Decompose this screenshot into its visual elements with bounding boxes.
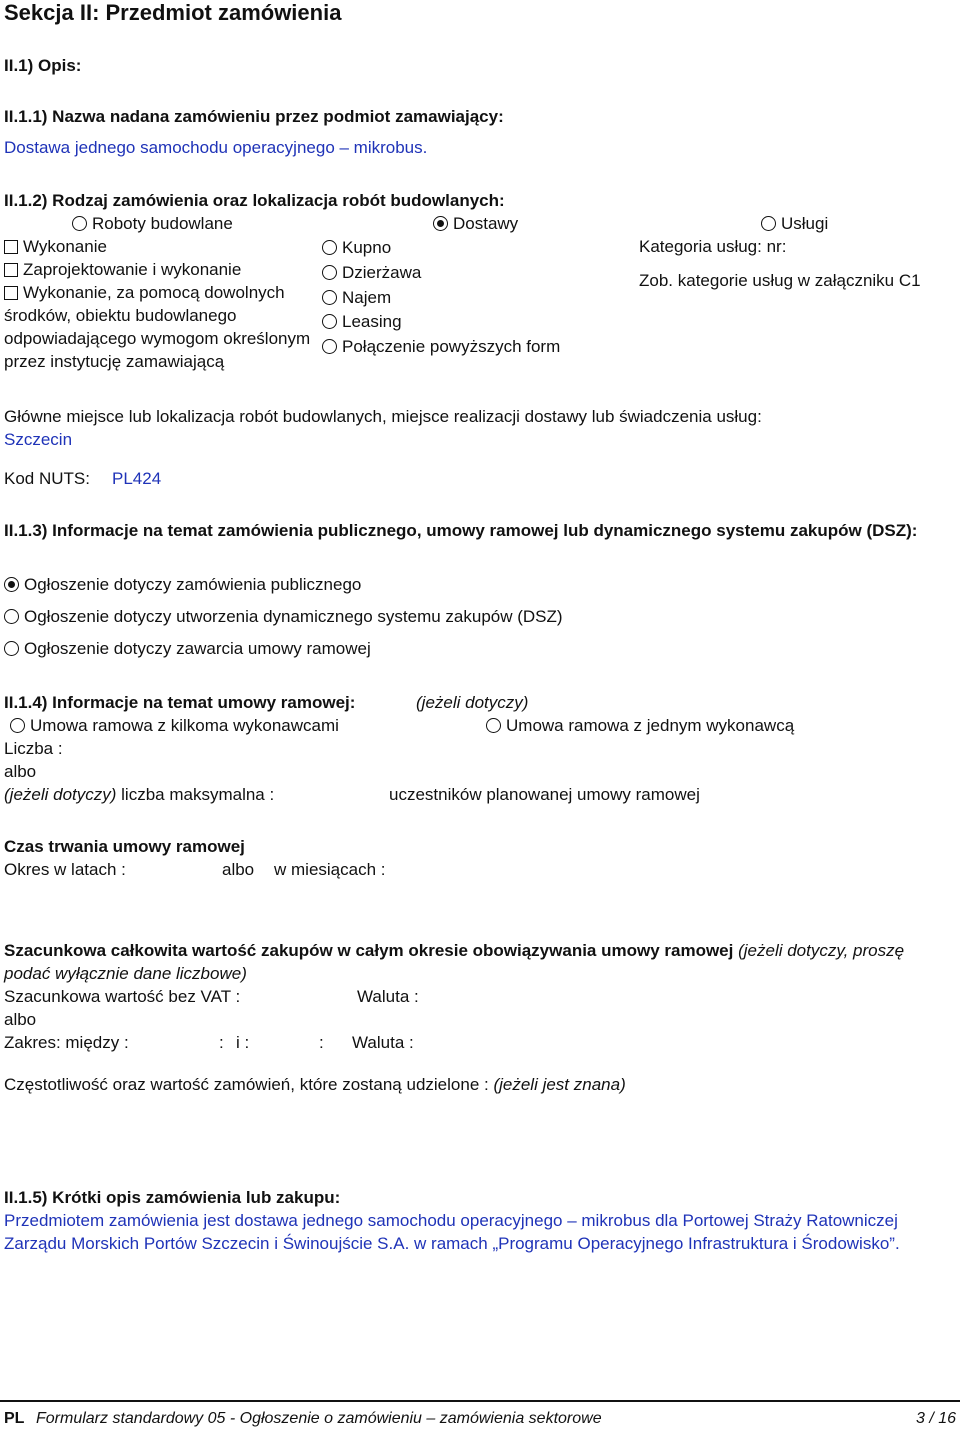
supply-option-rental[interactable]: Najem (322, 286, 391, 309)
heading-ii13: II.1.3) Informacje na temat zamówienia publicznego, umowy ramowej lub dynamicznego systemu zakupów (DSZ): (4, 521, 918, 540)
frequency-note: (jeżeli jest znana) (493, 1075, 626, 1094)
or-label-3: albo (4, 1010, 37, 1029)
footer-page-number: 3 / 16 (915, 1410, 956, 1427)
radio-selected-icon (433, 216, 448, 231)
radio-icon (761, 216, 776, 231)
range-and-label: i : (236, 1033, 250, 1052)
range-colon-2: : (319, 1033, 324, 1052)
notice-option-dps[interactable]: Ogłoszenie dotyczy utworzenia dynamicznego systemu zakupów (DSZ) (4, 605, 563, 628)
or-label-2: albo (222, 860, 255, 879)
radio-icon (322, 339, 337, 354)
works-option-any-means[interactable]: Wykonanie, za pomocą dowolnych środków, obiektu budowlanego odpowiadającego wymogom określonym przez instytucję zamawiającą (4, 283, 311, 371)
currency-label: Waluta : (357, 987, 419, 1006)
works-option-execution[interactable]: Wykonanie (4, 235, 107, 258)
nuts-label: Kod NUTS: (4, 469, 90, 488)
max-participants-row (4, 783, 274, 806)
currency-label-2: Waluta : (352, 1033, 414, 1052)
value-heading: Szacunkowa całkowita wartość zakupów w całym okresie obowiązywania umowy ramowej (4, 941, 734, 960)
radio-icon (322, 240, 337, 255)
notice-option-public-contract[interactable]: Ogłoszenie dotyczy zamówienia publicznego (4, 573, 361, 596)
range-label: Zakres: między : (4, 1033, 129, 1052)
radio-icon (4, 609, 19, 624)
nuts-code: PL424 (112, 469, 162, 488)
services-category: Kategoria usług: nr: (639, 237, 787, 256)
checkbox-icon (4, 286, 18, 300)
months-label: w miesiącach : (274, 860, 386, 879)
frequency-row (4, 1073, 626, 1096)
participants-label: uczestników planowanej umowy ramowej (389, 785, 700, 804)
supply-option-purchase[interactable]: Kupno (322, 236, 391, 259)
radio-icon (4, 641, 19, 656)
location-label: Główne miejsce lub lokalizacja robót budowlanych, miejsce realizacji dostawy lub świadczenia usług: (4, 407, 762, 426)
range-colon: : (219, 1033, 224, 1052)
checkbox-icon (4, 263, 18, 277)
works-option-design-execution[interactable]: Zaprojektowanie i wykonanie (4, 258, 241, 281)
footer-divider (0, 1400, 960, 1402)
radio-icon (72, 216, 87, 231)
frequency-label: Częstotliwość oraz wartość zamówień, które zostaną udzielone : (4, 1075, 489, 1094)
type-supplies[interactable]: Dostawy (433, 212, 518, 235)
services-note: Zob. kategorie usług w załączniku C1 (639, 271, 921, 290)
heading-ii15: II.1.5) Krótki opis zamówienia lub zakupu: (4, 1188, 341, 1207)
footer-form-name: Formularz standardowy 05 - Ogłoszenie o zamówieniu – zamówienia sektorowe (36, 1410, 602, 1427)
heading-ii11: II.1.1) Nazwa nadana zamówieniu przez podmiot zamawiający: (4, 107, 504, 126)
short-description: Przedmiotem zamówienia jest dostawa jednego samochodu operacyjnego – mikrobus dla Portowej Straży Ratowniczej Zarządu Morskich Portów Szczecin i Świnoujście S.A. w ramach „Programu Operacyjnego Infrastruktura i Środowisko”. (4, 1211, 900, 1253)
supply-option-combination[interactable]: Połączenie powyższych form (322, 335, 560, 358)
framework-option-one[interactable]: Umowa ramowa z jednym wykonawcą (486, 714, 794, 737)
supply-option-leasing[interactable]: Leasing (322, 310, 402, 333)
type-works[interactable]: Roboty budowlane (72, 212, 233, 235)
value-heading-block (4, 939, 924, 985)
radio-icon (322, 314, 337, 329)
estimated-value-label: Szacunkowa wartość bez VAT : (4, 987, 241, 1006)
radio-icon (322, 265, 337, 280)
type-services[interactable]: Usługi (761, 212, 828, 235)
heading-ii14-note: (jeżeli dotyczy) (416, 693, 529, 712)
framework-option-many[interactable]: Umowa ramowa z kilkoma wykonawcami (10, 714, 339, 737)
radio-selected-icon (4, 577, 19, 592)
radio-icon (486, 718, 501, 733)
supply-option-lease[interactable]: Dzierżawa (322, 261, 421, 284)
max-note: (jeżeli dotyczy) (4, 785, 117, 804)
duration-heading: Czas trwania umowy ramowej (4, 837, 245, 856)
contract-name: Dostawa jednego samochodu operacyjnego – mikrobus. (4, 138, 428, 157)
value-note: (jeżeli dotyczy, proszę podać wyłącznie dane liczbowe) (4, 941, 905, 983)
section-title: Sekcja II: Przedmiot zamówienia (4, 0, 342, 25)
location-value: Szczecin (4, 430, 73, 449)
footer-lang: PL (4, 1410, 25, 1427)
heading-ii12: II.1.2) Rodzaj zamówienia oraz lokalizacja robót budowlanych: (4, 191, 505, 210)
count-label: Liczba : (4, 739, 63, 758)
years-label: Okres w latach : (4, 860, 126, 879)
radio-icon (322, 290, 337, 305)
checkbox-icon (4, 240, 18, 254)
notice-option-framework[interactable]: Ogłoszenie dotyczy zawarcia umowy ramowej (4, 637, 371, 660)
or-label: albo (4, 762, 37, 781)
heading-ii14: II.1.4) Informacje na temat umowy ramowej: (4, 693, 356, 712)
max-label: liczba maksymalna : (121, 785, 275, 804)
radio-icon (10, 718, 25, 733)
heading-ii1: II.1) Opis: (4, 56, 82, 75)
